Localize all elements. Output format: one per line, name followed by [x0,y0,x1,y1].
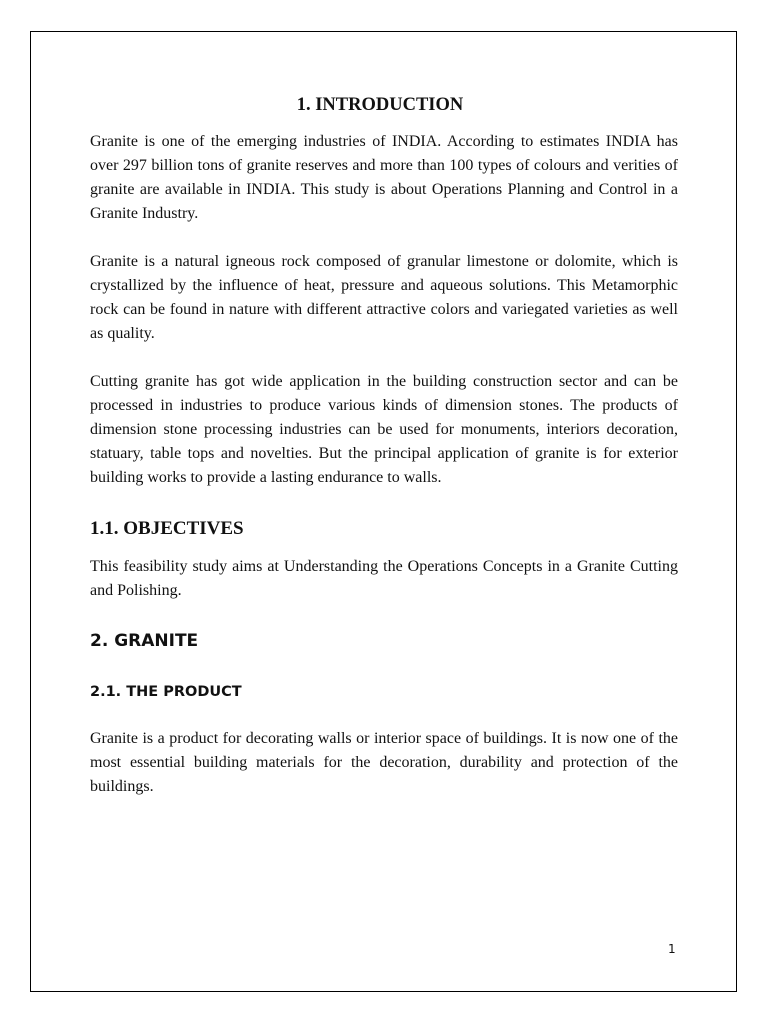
page-number: 1 [668,942,676,956]
objectives-heading: 1.1. OBJECTIVES [90,518,244,539]
document-body [90,92,678,799]
introduction-paragraph-1: Granite is one of the emerging industries of INDIA. According to estimates INDIA has over 297 billion tons of granite reserves and more than 100 types of colours and verities of granite are available in INDIA. This study is about Operations Planning and Control in a Granite Industry. [90,133,678,222]
granite-heading: 2. GRANITE [90,631,199,651]
objectives-paragraph: This feasibility study aims at Understanding the Operations Concepts in a Granite Cutting and Polishing. [90,558,678,599]
the-product-paragraph: Granite is a product for decorating walls or interior space of buildings. It is now one of the most essential building materials for the decoration, durability and protection of the buildings. [90,730,678,795]
introduction-paragraph-3: Cutting granite has got wide application in the building construction sector and can be processed in industries to produce various kinds of dimension stones. The products of dimension stone processing industries can be used for monuments, interiors decoration, statuary, table tops and novelties. But the principal application of granite is for exterior building works to provide a lasting endurance to walls. [90,373,678,486]
the-product-heading: 2.1. THE PRODUCT [90,684,242,700]
introduction-heading: 1. INTRODUCTION [296,95,464,115]
introduction-paragraph-2: Granite is a natural igneous rock composed of granular limestone or dolomite, which is crystallized by the influence of heat, pressure and aqueous solutions. This Metamorphic rock can be found in nature with different attractive colors and variegated varieties as well as quality. [90,253,678,342]
